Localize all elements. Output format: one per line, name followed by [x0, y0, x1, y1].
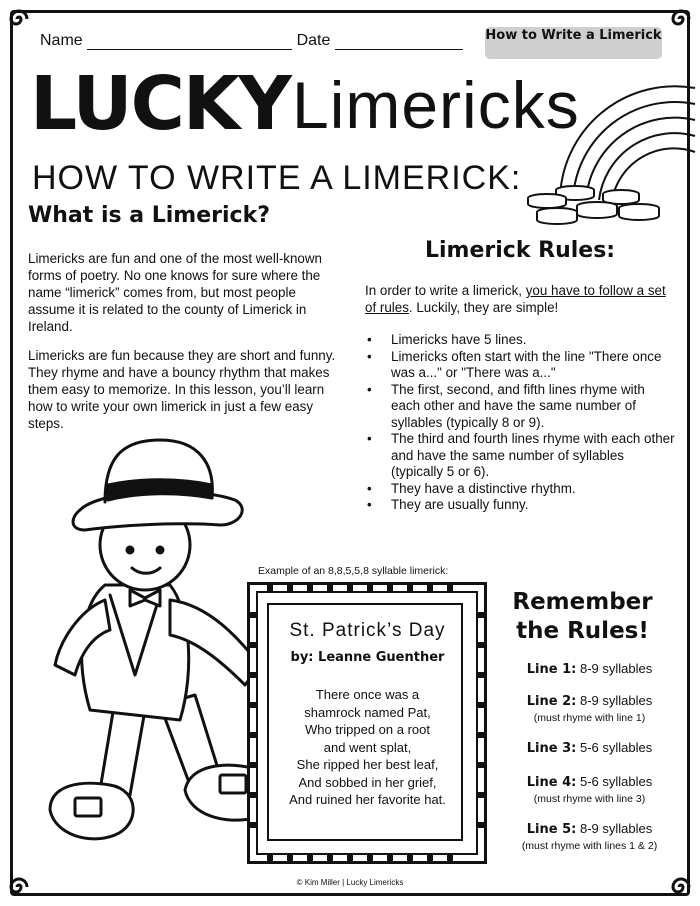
remember-note: (must rhyme with line 1): [533, 712, 646, 724]
rules-intro: [365, 282, 675, 316]
poem-line: Who tripped on a root: [304, 722, 431, 737]
remember-label: Line 3:: [526, 741, 577, 756]
remember-label: Line 5:: [526, 822, 577, 837]
rules-list-item: • Limericks have 5 lines.: [365, 332, 675, 349]
example-caption: Example of an 8,8,5,5,8 syllable limerick:: [258, 565, 449, 577]
remember-text: 8-9 syllables: [576, 661, 653, 676]
name-field[interactable]: [87, 33, 292, 50]
what-paragraph-1: Limericks are fun and one of the most well-known forms of poetry. No one knows for sure where the name “limerick” comes from, but most people assume it is related to the county of Limerick in Ireland.: [28, 251, 322, 334]
rules-intro-underlined: you have to follow a set of rules: [365, 283, 666, 315]
remember-heading: [500, 588, 665, 646]
date-field[interactable]: [335, 33, 463, 50]
poem-author: by: Leanne Guenther: [290, 650, 445, 665]
rules-heading: Limerick Rules:: [425, 238, 616, 263]
rules-list-item: • They are usually funny.: [365, 497, 675, 514]
remember-item-line-2: [497, 693, 682, 726]
what-heading: What is a Limerick?: [28, 203, 270, 228]
swirl-icon-bottom-left: [4, 872, 34, 902]
rules-intro-end: . Luckily, they are simple!: [408, 300, 559, 315]
rules-list: [365, 332, 675, 514]
remember-label: Line 1:: [526, 662, 577, 677]
poem-line: She ripped her best leaf,: [296, 757, 439, 772]
remember-text: 5-6 syllables: [576, 740, 653, 755]
rules-list-item: • The first, second, and fifth lines rhyme with each other and have the same number of syllables (typically 8 or 9).: [365, 382, 675, 432]
poem-lines: [270, 686, 465, 809]
remember-text: 8-9 syllables: [576, 693, 653, 708]
remember-heading-line-2: the Rules!: [516, 618, 649, 644]
remember-label: Line 2:: [526, 694, 577, 709]
name-label: Name: [40, 32, 83, 49]
remember-item-line-4: [497, 774, 682, 807]
swirl-icon-bottom-right: [666, 872, 696, 902]
date-label: Date: [296, 32, 331, 49]
name-date-row: [40, 32, 463, 50]
rules-list-item: • The third and fourth lines rhyme with each other and have the same number of syllables (typically 5 or 6).: [365, 431, 675, 481]
remember-item-line-1: [497, 661, 682, 678]
lesson-tag: How to Write a Limerick: [485, 27, 662, 59]
footer-copyright: © Kim Miller | Lucky Limericks: [296, 878, 404, 887]
swirl-icon-top-left: [4, 4, 34, 34]
swirl-icon-top-right: [666, 4, 696, 34]
poem-line: shamrock named Pat,: [304, 704, 431, 720]
remember-text: 8-9 syllables: [576, 821, 653, 836]
remember-label: Line 4:: [526, 775, 577, 790]
title-lucky: LUCKY: [30, 61, 290, 147]
remember-note: (must rhyme with line 3): [533, 793, 646, 805]
gold-coins-icon: [525, 184, 665, 232]
poem-line: And sobbed in her grief,: [298, 774, 437, 790]
remember-item-line-5: [497, 821, 682, 854]
rules-list-item: • Limericks often start with the line "There once was a..." or "There was a...": [365, 349, 675, 382]
poem-line: and went splat,: [323, 739, 412, 755]
poem-line: There once was a: [315, 687, 420, 702]
poem-title: St. Patrick’s Day: [289, 620, 446, 641]
remember-item-line-3: [497, 740, 682, 757]
remember-heading-line-1: Remember: [512, 589, 653, 615]
remember-note: (must rhyme with lines 1 & 2): [521, 840, 658, 852]
rules-intro-start: In order to write a limerick,: [365, 283, 526, 298]
page-subtitle: HOW TO WRITE A LIMERICK:: [32, 159, 522, 197]
remember-text: 5-6 syllables: [576, 774, 653, 789]
title-limericks: Limericks: [292, 68, 580, 142]
rules-list-item: • They have a distinctive rhythm.: [365, 481, 675, 498]
what-paragraph-2: Limericks are fun because they are short and funny. They rhyme and have a bouncy rhythm that makes them easy to memorize. In this lesson, you’ll learn how to write your own limerick in just a few easy steps.: [28, 348, 336, 431]
poem-line: And ruined her favorite hat.: [289, 792, 446, 807]
